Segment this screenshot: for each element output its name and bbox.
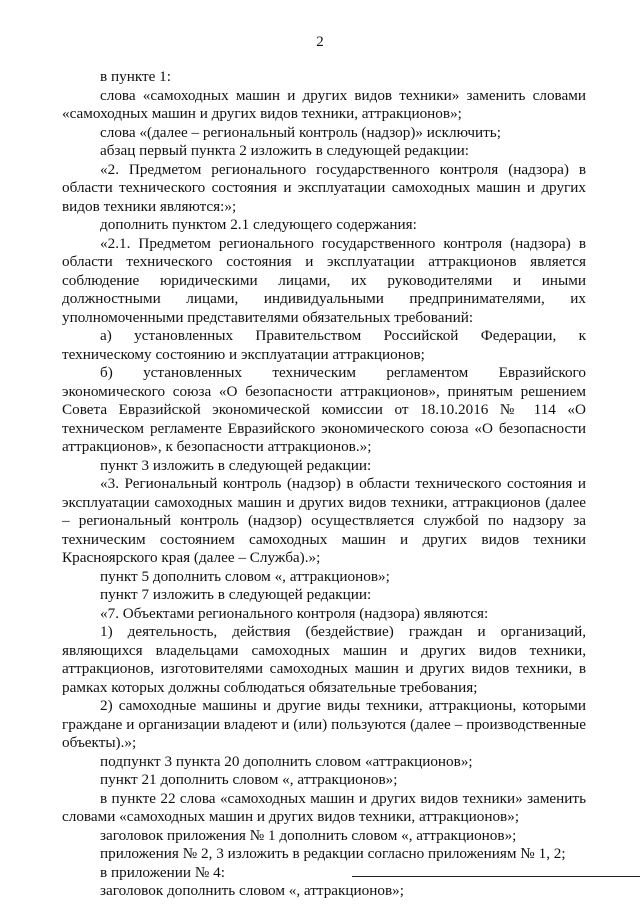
paragraph: в пункте 22 слова «самоходных машин и других видов техники» заменить словами «самоходных машин и других видов техники, аттракционов»; <box>62 789 586 825</box>
footer-rule <box>352 876 640 877</box>
paragraph: абзац первый пункта 2 изложить в следующей редакции: <box>100 142 470 159</box>
paragraph: дополнить пунктом 2.1 следующего содержания: <box>100 216 417 233</box>
document-body <box>62 68 586 901</box>
paragraph: заголовок приложения № 1 дополнить словом «, аттракционов»; <box>100 826 517 844</box>
page-number: 2 <box>316 34 324 50</box>
paragraph: пункт 7 изложить в следующей редакции: <box>100 586 372 603</box>
paragraph: «2. Предметом регионального государственного контроля (надзора) в области технического состояния и эксплуатации самоходных машин и других видов техники являются:»; <box>62 160 586 215</box>
paragraph: пункт 21 дополнить словом «, аттракционов»; <box>100 771 398 788</box>
paragraph: заголовок дополнить словом «, аттракционов»; <box>100 882 404 899</box>
paragraph: подпункт 3 пункта 20 дополнить словом «аттракционов»; <box>100 752 473 770</box>
paragraph: слова «(далее – региональный контроль (надзор)» исключить; <box>100 123 501 141</box>
paragraph: «2.1. Предметом регионального государственного контроля (надзора) в области технического состояния и эксплуатации аттракционов является соблюдение юридическими лицами, их руководителями и иными должностными лицами, индивидуальными предпринимателями, их уполномоченными представителями обязательных требований: <box>62 234 586 326</box>
paragraph: 2) самоходные машины и другие виды техники, аттракционы, которыми граждане и организации владеют и (или) пользуются (далее – производственные объекты).»; <box>62 697 586 751</box>
paragraph: б) установленных техническим регламентом Евразийского экономического союза «О безопасности аттракционов», принятым решением Совета Евразийской экономической комиссии от 18.10.2016 № 114 «О техническом регламенте Евразийского экономического союза «О безопасности аттракционов», к безопасности аттракционов.»; <box>62 364 586 455</box>
paragraph: а) установленных Правительством Российской Федерации, к техническому состоянию и эксплуатации аттракционов; <box>62 327 586 363</box>
paragraph: в приложении № 4: <box>100 863 225 881</box>
paragraph: приложения № 2, 3 изложить в редакции согласно приложениям № 1, 2; <box>100 845 566 862</box>
paragraph: в пункте 1: <box>100 68 171 85</box>
paragraph: слова «самоходных машин и других видов техники» заменить словами «самоходных машин и других видов техники, аттракционов»; <box>62 86 586 122</box>
paragraph: «7. Объектами регионального контроля (надзора) являются: <box>100 604 489 622</box>
paragraph: 1) деятельность, действия (бездействие) граждан и организаций, являющихся владельцами самоходных машин и других видов техники, аттракционов, изготовителями самоходных машин и других видов техники, в рамках которых должны соблюдаться обязательные требования; <box>62 623 586 696</box>
paragraph: пункт 5 дополнить словом «, аттракционов»; <box>100 567 390 585</box>
paragraph: «3. Региональный контроль (надзор) в области технического состояния и эксплуатации самоходных машин и других видов техники, аттракционов (далее – региональный контроль (надзор) осуществляется службой по надзору за техническим состоянием самоходных машин и других видов техники Красноярского края (далее – Служба).»; <box>62 475 586 566</box>
paragraph: пункт 3 изложить в следующей редакции: <box>100 456 372 474</box>
